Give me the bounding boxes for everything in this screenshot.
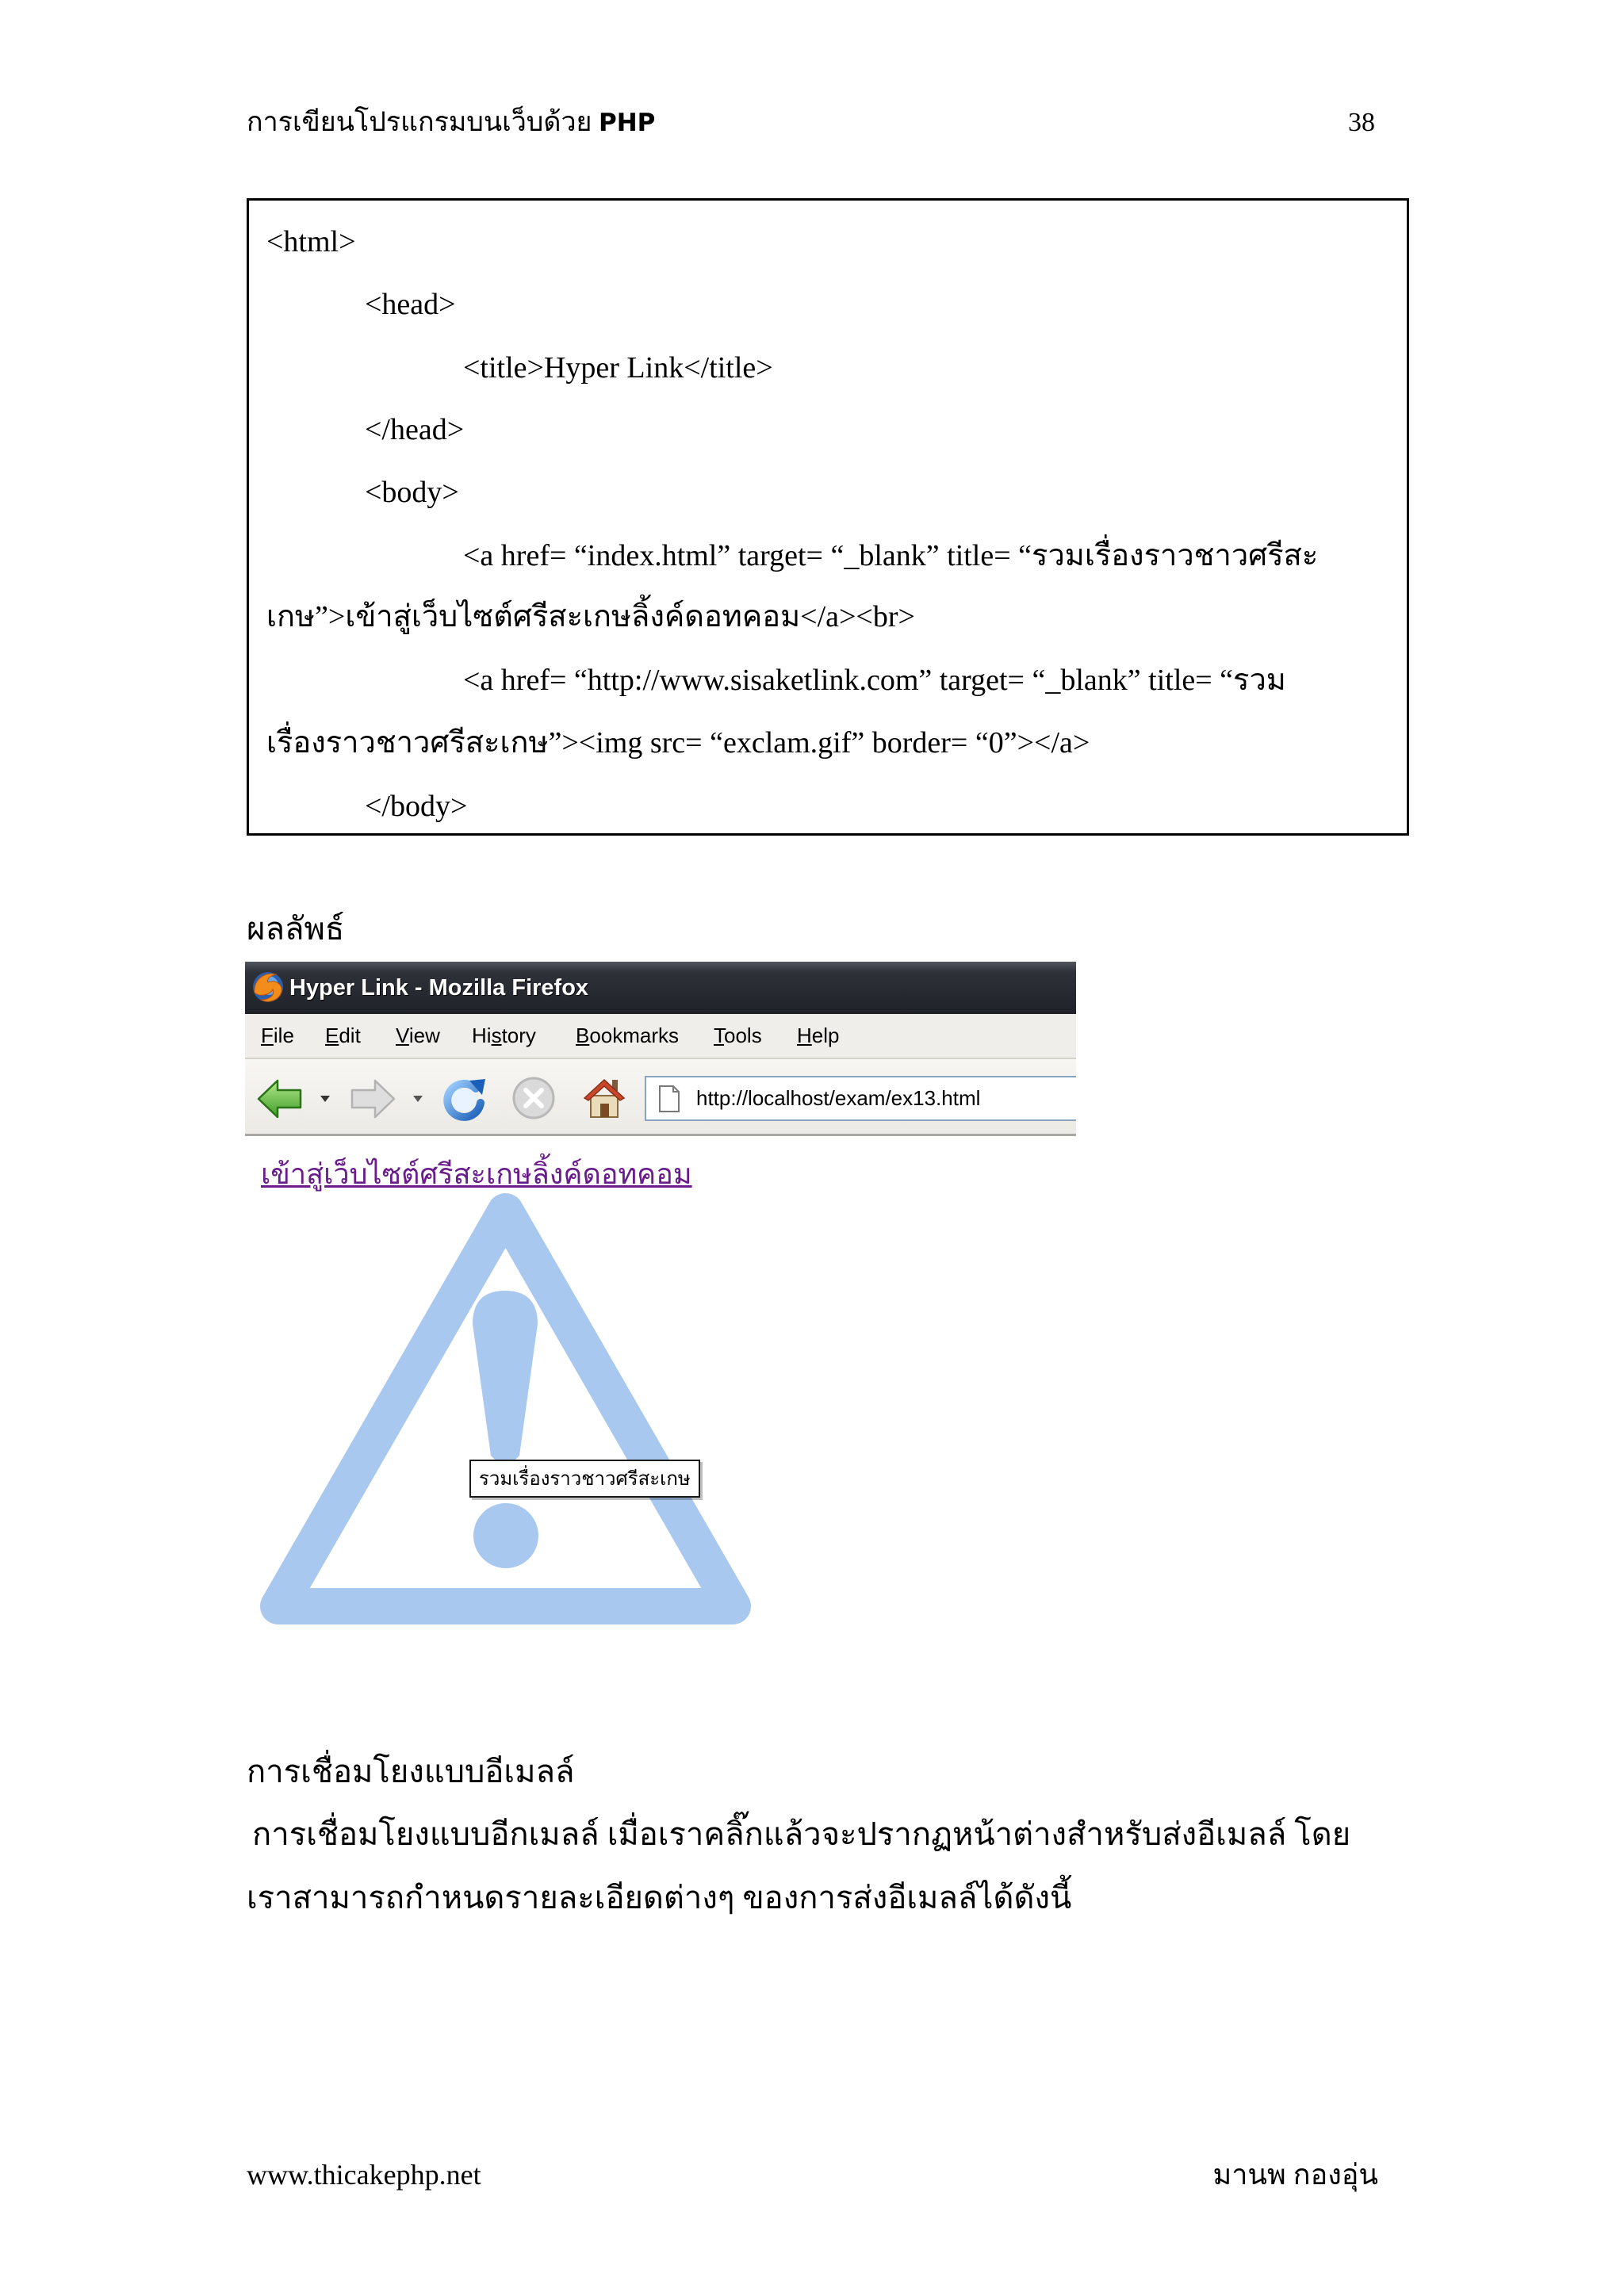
chevron-down-icon	[412, 1095, 423, 1103]
paragraph-line: การเชื่อมโยงแบบอีกเมลล์ เมื่อเราคลิ๊กแล้วจะปรากฏหน้าต่างสำหรับส่งอีเมลล์ โดย	[252, 1816, 1351, 1852]
section-heading: การเชื่อมโยงแบบอีเมลล์	[247, 1754, 575, 1789]
menu-bar	[245, 1014, 1076, 1059]
back-history-dropdown[interactable]	[320, 1095, 331, 1103]
code-line: <a href= “index.html” target= “_blank” title= “รวมเรื่องราวชาวศรีสะ	[463, 539, 1319, 572]
navigation-toolbar	[245, 1059, 1076, 1136]
code-listing-box	[247, 198, 1409, 836]
menu-file[interactable]: File	[261, 1024, 294, 1047]
menu-help[interactable]: Help	[797, 1024, 840, 1047]
home-button[interactable]	[580, 1073, 628, 1121]
window-title: Hyper Link - Mozilla Firefox	[289, 975, 589, 1001]
code-line: <title>Hyper Link</title>	[463, 351, 773, 385]
stop-button[interactable]	[510, 1074, 557, 1122]
code-line: <body>	[365, 476, 459, 509]
address-bar[interactable]	[645, 1076, 1076, 1121]
tooltip: รวมเรื่องราวชาวศรีสะเกษ	[469, 1460, 700, 1498]
code-line: เรื่องราวชาวศรีสะเกษ”><img src= “exclam.gif” border= “0”></a>	[266, 726, 1090, 760]
page-icon	[657, 1085, 681, 1113]
warning-triangle-icon	[257, 1188, 764, 1640]
back-button[interactable]	[256, 1077, 304, 1120]
header-title: การเขียนโปรแกรมบนเว็บด้วย	[247, 108, 592, 137]
result-label: ผลลัพธ์	[247, 911, 345, 947]
code-line: เกษ”>เข้าสู่เว็บไซต์ศรีสะเกษลิ้งค์ดอทคอม</a><br>	[266, 600, 915, 633]
forward-button[interactable]	[349, 1077, 396, 1120]
running-header	[247, 102, 655, 144]
menu-edit[interactable]: Edit	[325, 1024, 361, 1047]
code-line: </body>	[365, 790, 468, 823]
url-input[interactable]	[696, 1077, 1076, 1119]
code-line: <a href= “http://www.sisaketlink.com” target= “_blank” title= “รวม	[463, 664, 1286, 697]
exclamation-image-link[interactable]	[257, 1188, 764, 1640]
forward-history-dropdown[interactable]	[412, 1095, 423, 1103]
code-line: <head>	[365, 288, 456, 321]
footer-author: มานพ กองอุ่น	[1212, 2159, 1378, 2191]
forward-arrow-icon	[349, 1077, 396, 1120]
paragraph-line: เราสามารถกำหนดรายละเอียดต่างๆ ของการส่งอีเมลล์ได้ดังนี้	[247, 1880, 1072, 1915]
browser-window	[245, 962, 1076, 1651]
home-icon	[580, 1073, 628, 1121]
header-title-emphasis: PHP	[598, 109, 656, 137]
footer-website: www.thicakephp.net	[247, 2159, 481, 2191]
back-arrow-icon	[256, 1077, 304, 1120]
title-bar[interactable]	[245, 962, 1076, 1014]
reload-button[interactable]	[441, 1074, 488, 1122]
firefox-logo-icon	[251, 970, 285, 1004]
page-number: 38	[1348, 108, 1375, 137]
code-line: </head>	[365, 413, 465, 446]
menu-tools[interactable]: Tools	[714, 1024, 762, 1047]
reload-icon	[441, 1074, 488, 1122]
code-line: <html>	[266, 225, 356, 258]
stop-icon	[510, 1074, 557, 1122]
menu-view[interactable]: View	[396, 1024, 440, 1047]
menu-bookmarks[interactable]: Bookmarks	[576, 1024, 680, 1047]
site-link[interactable]: เข้าสู่เว็บไซต์ศรีสะเกษลิ้งค์ดอทคอม	[261, 1158, 692, 1191]
menu-history[interactable]: History	[472, 1024, 536, 1047]
page-content	[245, 1136, 1076, 1651]
chevron-down-icon	[320, 1095, 331, 1103]
